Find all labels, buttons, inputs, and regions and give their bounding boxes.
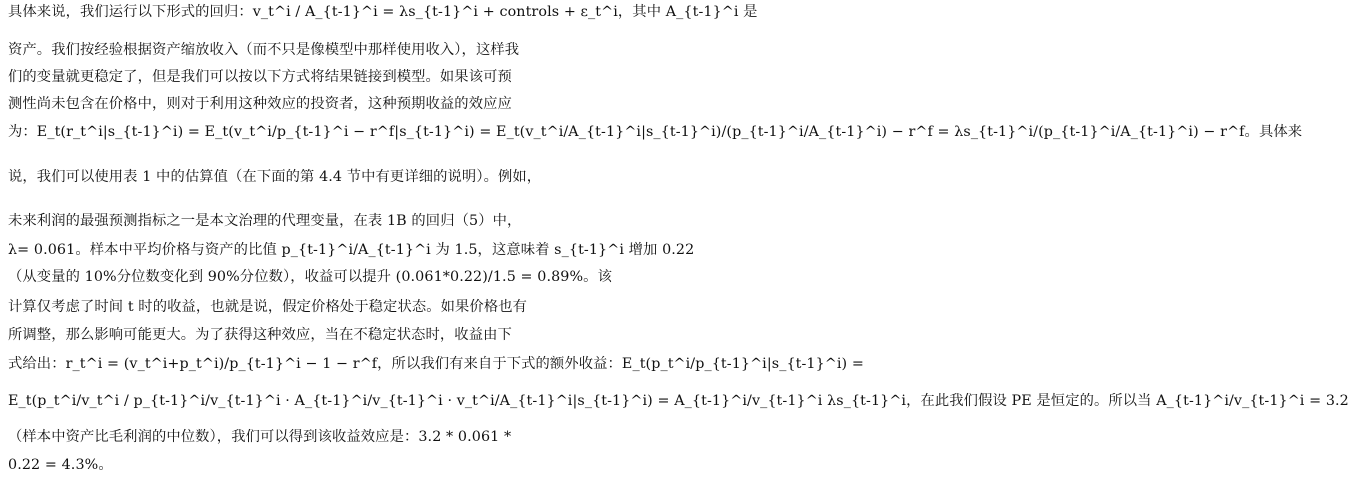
paragraph2-line8: （样本中资产比毛利润的中位数），我们可以得到该收益效应是：3.2 * 0.061 * <box>8 429 512 445</box>
paragraph2-line2: λ= 0.061。样本中平均价格与资产的比值 p_{t-1}^i/A_{t-1}^i 为 1.5，这意味着 s_{t-1}^i 增加 0.22 <box>8 242 695 258</box>
paragraph2-line1: 未来利润的最强预测指标之一是本文治理的代理变量，在表 1B 的回归（5）中， <box>8 213 522 229</box>
paragraph2-line4: 计算仅考虑了时间 t 时的收益，也就是说，假定价格处于稳定状态。如果价格也有 <box>8 299 528 315</box>
paragraph1-line2: 资产。我们按经验根据资产缩放收入（而不只是像模型中那样使用收入），这样我 <box>8 42 520 58</box>
paragraph1-line5: 为：E_t(r_t^i|s_{t-1}^i) = E_t(v_t^i/p_{t-1}^i − r^f|s_{t-1}^i) = E_t(v_t^i/A_{t-1}^i|s_{t-1}^i)/(p_{t-1}^i/A_{t-1}^i) − r^f = λs_{t-1}^i/(p_{t-1}^i/A_{t-1}^i) − r^f。具体来 <box>8 124 1303 140</box>
paragraph2-line3: （从变量的 10%分位数变化到 90%分位数），收益可以提升 (0.061*0.22)/1.5 = 0.89%。该 <box>8 269 612 285</box>
paragraph2-line6: 式给出：r_t^i = (v_t^i+p_t^i)/p_{t-1}^i − 1 − r^f，所以我们有来自于下式的额外收益：E_t(p_t^i/p_{t-1}^i|s_{t-1}^i) = <box>8 356 864 372</box>
paragraph2-line7: E_t(p_t^i/v_t^i / p_{t-1}^i/v_{t-1}^i · A_{t-1}^i/v_{t-1}^i · v_t^i/A_{t-1}^i|s_{t-1}^i) = A_{t-1}^i/v_{t-1}^i λs_{t-1}^i，在此我们假设 PE 是恒定的。所以当 A_{t-1}^i/v_{t-1}^i = 3.2 <box>8 393 1349 409</box>
paragraph2-line5: 所调整，那么影响可能更大。为了获得这种效应，当在不稳定状态时，收益由下 <box>8 327 512 343</box>
paragraph1-line6: 说，我们可以使用表 1 中的估算值（在下面的第 4.4 节中有更详细的说明）。例如， <box>8 169 542 185</box>
paragraph1-line4: 测性尚未包含在价格中，则对于利用这种效应的投资者，这种预期收益的效应应 <box>8 96 512 112</box>
paragraph2-line9: 0.22 = 4.3%。 <box>8 457 113 473</box>
paragraph1-line1: 具体来说，我们运行以下形式的回归：v_t^i / A_{t-1}^i = λs_{t-1}^i + controls + ε_t^i，其中 A_{t-1}^i 是 <box>8 4 758 20</box>
paragraph1-line3: 们的变量就更稳定了，但是我们可以按以下方式将结果链接到模型。如果该可预 <box>8 69 512 85</box>
